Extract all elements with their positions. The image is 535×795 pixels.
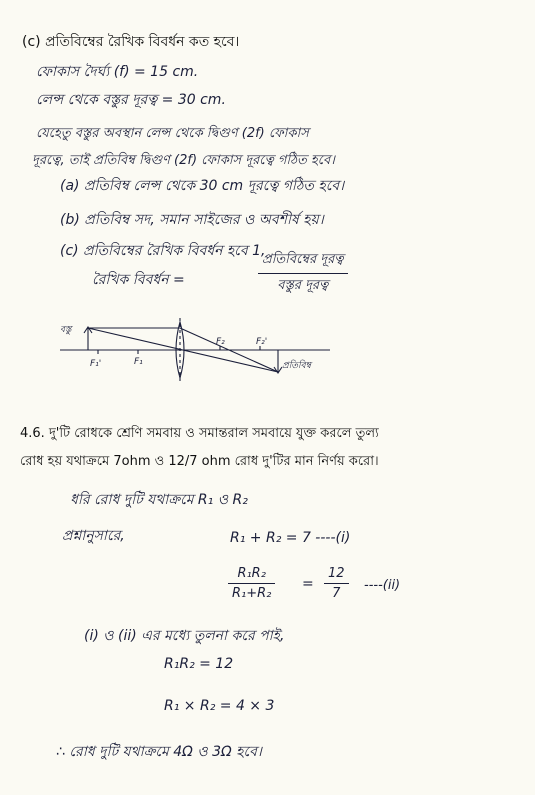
reason-line-1: যেহেতু বস্তুর অবস্থান লেন্স থেকে দ্বিগুণ (2f) ফোকাস (36, 126, 309, 141)
magnification-denominator: বস্তুর দূরত্ব (277, 278, 329, 293)
equation-2-rhs-denominator: 7 (332, 586, 341, 601)
question-4-6-line-1: 4.6. দু'টি রোধকে শ্রেণি সমবায় ও সমান্তরাল সমবায়ে যুক্ত করলে তুল্য (20, 426, 379, 441)
equation-2-rhs (324, 566, 349, 601)
part-c-heading: (c) প্রতিবিম্বের রৈখিক বিবর্ধন কত হবে। (22, 34, 240, 50)
diagram-object-label: বস্তু (60, 325, 72, 335)
compare-line: (i) ও (ii) এর মধ্যে তুলনা করে পাই, (84, 628, 285, 644)
equation-2-denominator: R₁+R₂ (232, 586, 272, 601)
focal-length-line: ফোকাস দৈর্ঘ্য (f) = 15 cm. (36, 64, 199, 80)
equation-1: R₁ + R₂ = 7 ----(i) (230, 530, 351, 546)
conclusion: ∴ রোধ দুটি যথাক্রমে 4Ω ও 3Ω হবে। (56, 744, 262, 760)
answer-a: (a) প্রতিবিম্ব লেন্স থেকে 30 cm দূরত্বে গঠিত হবে। (60, 178, 345, 194)
diagram-f-right: F₂ (216, 337, 225, 347)
magnification-label: রৈখিক বিবর্ধন = (92, 272, 185, 288)
answer-c: (c) প্রতিবিম্বের রৈখিক বিবর্ধন হবে 1, (60, 243, 266, 259)
equation-3: R₁R₂ = 12 (164, 656, 234, 672)
object-distance-line: লেন্স থেকে বস্তুর দূরত্ব = 30 cm. (36, 92, 226, 108)
answer-b: (b) প্রতিবিম্ব সদ, সমান সাইজের ও অবশীর্ষ হয়। (60, 212, 324, 228)
equation-2-numerator: R₁R₂ (228, 566, 275, 584)
equation-2-rhs-numerator: 12 (324, 566, 349, 584)
solution-according: প্রশ্নানুসারে, (62, 528, 125, 544)
equation-2-equals: = (302, 576, 314, 592)
solution-assume: ধরি রোধ দুটি যথাক্রমে R₁ ও R₂ (70, 492, 248, 508)
magnification-numerator: প্রতিবিম্বের দূরত্ব (258, 250, 348, 274)
diagram-image-label: প্রতিবিম্ব (282, 361, 311, 371)
magnification-fraction (258, 250, 348, 297)
diagram-f-prime-right: F₂' (256, 337, 268, 347)
equation-2-lhs (228, 566, 275, 601)
equation-2-tag: ----(ii) (364, 578, 401, 593)
question-4-6-line-2: রোধ হয় যথাক্রমে 7ohm ও 12/7 ohm রোধ দু'টির মান নির্ণয় করো। (20, 454, 379, 469)
ray-diagram (60, 318, 350, 388)
reason-line-2: দূরত্বে, তাই প্রতিবিম্ব দ্বিগুণ (2f) ফোকাস দূরত্বে গঠিত হবে। (32, 153, 335, 168)
diagram-f-left: F₁ (134, 357, 143, 367)
equation-4: R₁ × R₂ = 4 × 3 (164, 698, 275, 714)
diagram-f-prime-left: F₁' (90, 359, 102, 369)
